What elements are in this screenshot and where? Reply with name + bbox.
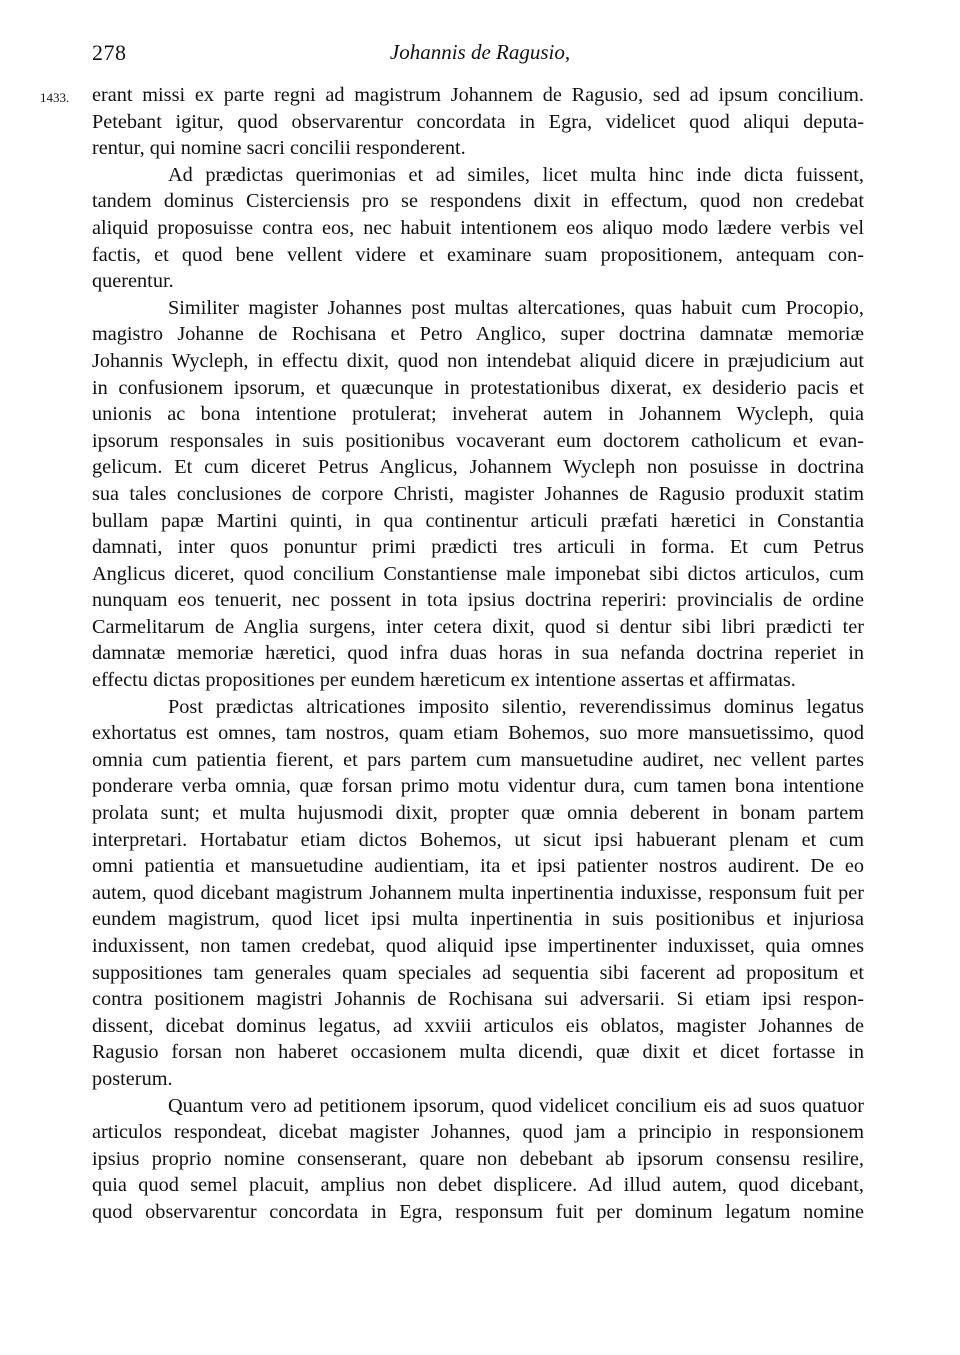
text-line: autem, quod dicebant magistrum Johannem multa inpertinentia induxisse, responsum fuit per (92, 881, 864, 904)
text-line: exhortatus est omnes, tam nostros, quam etiam Bohemos, suo more mansuetissimo, quod (92, 722, 864, 745)
text-line: suppositiones tam generales quam speciales ad sequentia sibi facerent ad propositum et (92, 961, 864, 984)
text-line: Similiter magister Johannes post multas altercationes, quas habuit cum Procopio, (168, 296, 864, 319)
text-line: induxissent, non tamen credebat, quod aliquid ipse impertinenter induxisset, quia omnes (92, 935, 864, 957)
text-line: damnati, inter quos ponuntur primi prædicti tres articuli in forma. Et cum Petrus (92, 536, 864, 559)
running-title: Johannis de Ragusio, (389, 40, 571, 64)
text-line: contra positionem magistri Johannis de Rochisana sui adversarii. Si etiam ipsi respon- (92, 988, 864, 1011)
page-number: 278 (92, 40, 127, 65)
text-line: ipsorum responsales in suis positionibus vocaverant eum doctorem catholicum et evan- (92, 429, 864, 452)
text-line: sua tales conclusiones de corpore Christi, magister Johannes de Ragusio produxit statim (92, 482, 864, 505)
text-line: interpretari. Hortabatur etiam dictos Bohemos, ut sicut ipsi habuerant plenam et cum (92, 828, 864, 851)
text-line: gelicum. Et cum diceret Petrus Anglicus, Johannem Wycleph non posuisse in doctrina (92, 456, 864, 479)
text-line: damnatæ memoriæ hæretici, quod infra duas horas in sua nefanda doctrina reperiet in (92, 642, 864, 665)
margin-year-note: 1433. (40, 90, 70, 105)
text-line: erant missi ex parte regni ad magistrum Johannem de Ragusio, sed ad ipsum concilium. (92, 84, 864, 106)
text-line: quia quod semel placuit, amplius non debet displicere. Ad illud autem, quod dicebant, (92, 1174, 864, 1197)
text-line: Johannis Wycleph, in effectu dixit, quod non intendebat aliquid dicere in præjudicium aut (92, 349, 864, 372)
text-line: Petebant igitur, quod observarentur concordata in Egra, videlicet quod aliqui deputa- (92, 110, 864, 133)
text-line: omni patientia et mansuetudine audientiam, ita et ipsi patienter nostros audirent. De eo (92, 855, 864, 878)
text-line: omnia cum patientia fierent, et pars partem cum mansuetudine audiret, nec vellent partes (92, 748, 864, 771)
text-line: querentur. (92, 270, 174, 293)
text-line: Quantum vero ad petitionem ipsorum, quod videlicet concilium eis ad suos quatuor (168, 1094, 864, 1117)
text-line: aliquid proposuisse contra eos, nec habuit intentionem eos aliquo modo lædere verbis vel (92, 216, 864, 239)
text-line: rentur, qui nomine sacri concilii responderent. (92, 137, 466, 160)
text-line: Carmelitarum de Anglia surgens, inter cetera dixit, quod si dentur sibi libri prædicti ter (92, 615, 864, 638)
text-line: eundem magistrum, quod licet ipsi multa inpertinentia in suis positionibus et injuriosa (92, 908, 864, 931)
text-line: tandem dominus Cisterciensis pro se respondens dixit in effectum, quod non credebat (92, 190, 864, 213)
text-line: ipsius proprio nomine consenserant, quare non debebant ab ipsorum consensu resilire, (92, 1147, 864, 1170)
text-line: prolata sunt; et multa hujusmodi dixit, propter quæ omnia deberent in bonam partem (92, 802, 864, 825)
text-line: unionis ac bona intentione protulerat; inveherat autem in Johannem Wycleph, quia (92, 403, 864, 426)
text-line: factis, et quod bene vellent videre et examinare suam propositionem, antequam con- (92, 243, 864, 266)
text-line: nunquam eos tenuerit, nec possent in tota ipsius doctrina reperiri: provincialis de ordine (92, 589, 864, 612)
text-line: Ad prædictas querimonias et ad similes, licet multa hinc inde dicta fuissent, (168, 163, 864, 186)
text-line: Post prædictas altricationes imposito silentio, reverendissimus dominus legatus (168, 695, 864, 718)
text-line: posterum. (92, 1067, 173, 1090)
text-line: effectu dictas propositiones per eundem hæreticum ex intentione assertas et affirmatas. (92, 669, 796, 692)
text-line: Ragusio forsan non haberet occasionem multa dicendi, quæ dixit et dicet fortasse in (92, 1041, 864, 1064)
text-line: in confusionem ipsorum, et quæcunque in protestationibus dixerat, ex desiderio pacis et (92, 376, 864, 399)
text-line: dissent, dicebat dominus legatus, ad xxviii articulos eis oblatos, magister Johannes de (92, 1014, 864, 1037)
body-text (92, 82, 864, 1226)
text-line: quod observarentur concordata in Egra, responsum fuit per dominum legatum nomine (92, 1200, 864, 1223)
text-line: ponderare verba omnia, quæ forsan primo motu videntur dura, cum tamen bona intentione (92, 775, 864, 798)
text-line: articulos respondeat, dicebat magister Johannes, quod jam a principio in responsionem (92, 1121, 864, 1144)
text-line: bullam papæ Martini quinti, in qua continentur articuli præfati hæretici in Constantia (92, 509, 864, 532)
text-line: magistro Johanne de Rochisana et Petro Anglico, super doctrina damnatæ memoriæ (92, 323, 864, 346)
text-line: Anglicus diceret, quod concilium Constantiense male imponebat sibi dictos articulos, cum (92, 562, 864, 585)
